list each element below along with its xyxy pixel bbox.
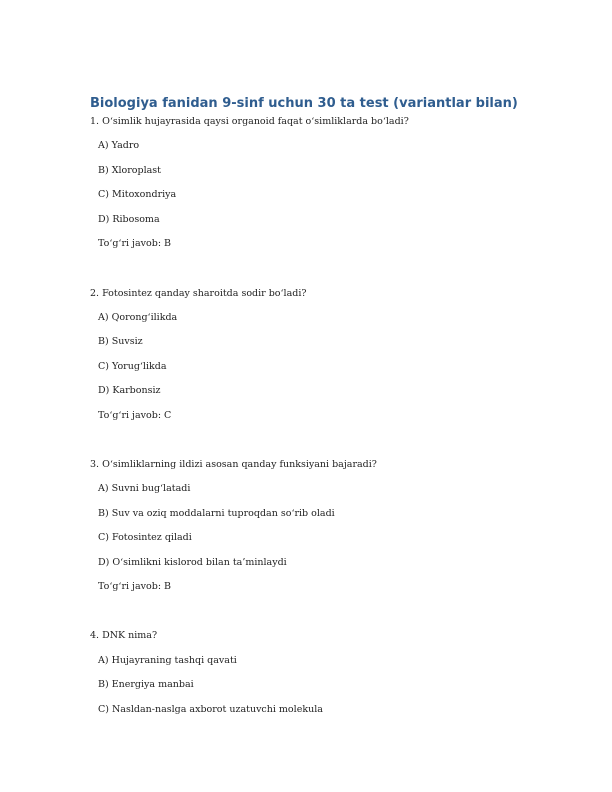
question-2-text: 2. Fotosintez qanday sharoitda sodir bo‘ladi? [90,288,307,299]
question-1-option-c: C) Mitoxondriya [98,189,177,200]
question-2-option-a: A) Qorong‘ilikda [98,312,178,323]
question-1-answer: To‘g‘ri javob: B [98,238,172,249]
question-3-option-c: C) Fotosintez qiladi [98,532,192,543]
question-3-option-d: D) O‘simlikni kislorod bilan ta’minlaydi [98,557,287,568]
question-3-option-a: A) Suvni bug‘latadi [98,483,191,494]
question-4-option-b: B) Energiya manbai [98,679,194,690]
question-2-option-c: C) Yorug‘likda [98,361,167,372]
question-1-option-a: A) Yadro [98,140,140,151]
question-3-option-b: B) Suv va oziq moddalarni tuproqdan so‘rib oladi [98,508,335,519]
question-3-answer: To‘g‘ri javob: B [98,581,172,592]
question-4-option-c: C) Nasldan-naslga axborot uzatuvchi molekula [98,704,323,715]
question-2-answer: To‘g‘ri javob: C [98,410,172,421]
question-1-option-b: B) Xloroplast [98,165,161,176]
document-title: Biologiya fanidan 9-sinf uchun 30 ta test (variantlar bilan) [90,96,518,111]
question-1-option-d: D) Ribosoma [98,214,160,225]
question-2-option-d: D) Karbonsiz [98,385,161,396]
question-4-text: 4. DNK nima? [90,630,158,641]
question-4-option-a: A) Hujayraning tashqi qavati [98,655,237,666]
question-3-text: 3. O‘simliklarning ildizi asosan qanday funksiyani bajaradi? [90,459,377,470]
question-1-text: 1. O‘simlik hujayrasida qaysi organoid faqat o‘simliklarda bo‘ladi? [90,116,409,127]
question-2-option-b: B) Suvsiz [98,336,143,347]
